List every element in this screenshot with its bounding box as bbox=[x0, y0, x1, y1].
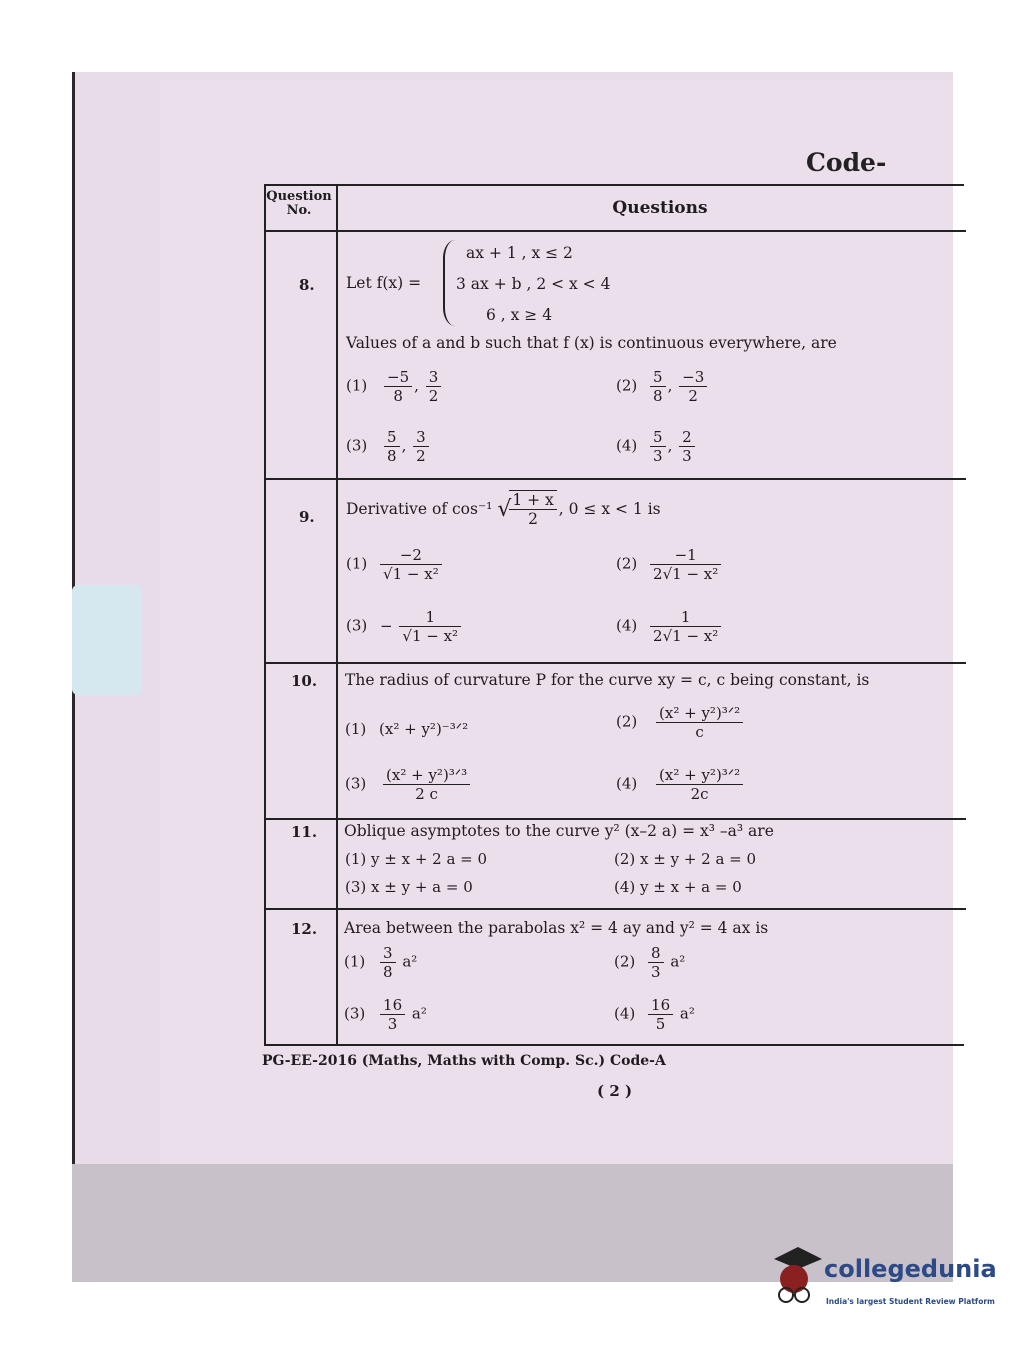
q8-option-2: (2) $\frac{5}{8}$ , $\frac{-3}{2}$ bbox=[616, 368, 709, 405]
header-questions: Questions bbox=[612, 198, 708, 218]
option-label: (2) bbox=[616, 376, 638, 395]
q8-case1: ax + 1 , x ≤ 2 bbox=[466, 244, 573, 262]
a-squared: a² bbox=[402, 952, 418, 971]
collegedunia-logo bbox=[768, 1245, 998, 1315]
q12-option-4 bbox=[614, 996, 695, 1033]
denominator: 3 bbox=[651, 963, 661, 981]
denominator: √1 − x² bbox=[402, 627, 459, 645]
numerator: 5 bbox=[384, 428, 400, 447]
q10-option-1 bbox=[345, 720, 468, 738]
question-number: 11. bbox=[291, 823, 318, 841]
piecewise-brace bbox=[443, 240, 455, 326]
q11-option-2: (2) x ± y + 2 a = 0 bbox=[614, 850, 757, 868]
question-number: 12. bbox=[291, 920, 318, 938]
numerator: 5 bbox=[650, 428, 666, 447]
q8-option-4: (4) $\frac{5}{3}$ , $\frac{2}{3}$ bbox=[616, 428, 697, 465]
denominator: 2 c bbox=[415, 785, 438, 803]
side-stamp bbox=[72, 585, 142, 695]
q12-option-1 bbox=[344, 944, 417, 981]
option-label: (1) bbox=[346, 376, 368, 395]
q11-option-3: (3) x ± y + a = 0 bbox=[345, 878, 473, 896]
numerator: 1 bbox=[650, 608, 721, 627]
question-number: 8. bbox=[299, 276, 315, 294]
denominator: c bbox=[695, 723, 704, 741]
brand-tagline: India's largest Student Review Platform bbox=[826, 1297, 995, 1306]
q8-case3: 6 , x ≥ 4 bbox=[486, 306, 553, 324]
numerator: −2 bbox=[380, 546, 442, 565]
numerator: −3 bbox=[679, 368, 707, 387]
a-squared: a² bbox=[411, 1004, 427, 1023]
a-squared: a² bbox=[679, 1004, 695, 1023]
q9-option-4 bbox=[616, 608, 723, 645]
q8-case2: 3 ax + b , 2 < x < 4 bbox=[456, 275, 611, 293]
q10-text: The radius of curvature P for the curve xy = c, c being constant, is bbox=[345, 671, 870, 689]
numerator: 16 bbox=[380, 996, 405, 1015]
option-label: (4) bbox=[616, 436, 638, 455]
q10-option-4 bbox=[616, 766, 745, 803]
q9-text bbox=[346, 490, 661, 528]
row-divider bbox=[266, 478, 966, 480]
numerator: (x² + y²)³ᐟ² bbox=[656, 704, 743, 723]
option-label: (1) bbox=[344, 952, 366, 971]
numerator: −1 bbox=[650, 546, 721, 565]
code-title: Code- bbox=[806, 148, 887, 177]
q11-option-1: (1) y ± x + 2 a = 0 bbox=[345, 850, 488, 868]
q12-text: Area between the parabolas x² = 4 ay and y² = 4 ax is bbox=[344, 919, 769, 937]
page-number: ( 2 ) bbox=[597, 1082, 633, 1100]
denominator: 2 bbox=[528, 510, 538, 528]
column-divider bbox=[336, 186, 338, 1044]
denominator: 8 bbox=[653, 387, 663, 405]
question-number: 10. bbox=[291, 672, 318, 690]
numerator: 2 bbox=[679, 428, 695, 447]
mascot-icon bbox=[768, 1245, 824, 1315]
q12-option-2 bbox=[614, 944, 685, 981]
expression: (x² + y²)⁻³ᐟ² bbox=[379, 720, 469, 738]
denominator: 2√1 − x² bbox=[653, 565, 719, 583]
option-label: (2) bbox=[616, 554, 638, 573]
numerator: (x² + y²)³ᐟ³ bbox=[383, 766, 470, 785]
numerator: 16 bbox=[648, 996, 673, 1015]
denominator: 3 bbox=[682, 447, 692, 465]
q10-option-2 bbox=[616, 704, 745, 741]
q9-option-1 bbox=[346, 546, 444, 583]
numerator: 3 bbox=[413, 428, 429, 447]
q8-text: Values of a and b such that f (x) is continuous everywhere, are bbox=[346, 334, 837, 352]
option-label: (1) bbox=[346, 554, 368, 573]
a-squared: a² bbox=[670, 952, 686, 971]
option-label: (2) bbox=[614, 952, 636, 971]
numerator: (x² + y²)³ᐟ² bbox=[656, 766, 743, 785]
sqrt-icon: √ bbox=[497, 496, 512, 522]
numerator: 3 bbox=[426, 368, 442, 387]
q12-option-3 bbox=[344, 996, 427, 1033]
denominator: 3 bbox=[387, 1015, 398, 1033]
denominator: 8 bbox=[393, 387, 403, 405]
q11-option-4: (4) y ± x + a = 0 bbox=[614, 878, 742, 896]
denominator: 2 bbox=[428, 387, 439, 405]
option-label: (4) bbox=[616, 616, 638, 635]
q9-option-2 bbox=[616, 546, 723, 583]
option-label: (2) bbox=[616, 712, 638, 731]
denominator: 8 bbox=[383, 963, 393, 981]
numerator: −5 bbox=[384, 368, 412, 387]
q8-option-1: (1) $\frac{-5}{8}$ , $\frac{3}{2}$ bbox=[346, 368, 443, 405]
denominator: 2 bbox=[688, 387, 698, 405]
q8-option-3: (3) $\frac{5}{8}$ , $\frac{3}{2}$ bbox=[346, 428, 431, 465]
option-label: (1) bbox=[345, 720, 367, 738]
brand-name: collegedunia bbox=[824, 1255, 997, 1283]
q9-option-3 bbox=[346, 608, 463, 645]
option-label: (3) bbox=[346, 436, 368, 455]
option-label: (3) bbox=[345, 774, 367, 793]
row-divider bbox=[266, 662, 966, 664]
numerator: 8 bbox=[648, 944, 664, 963]
row-divider bbox=[266, 908, 966, 910]
option-label: (4) bbox=[614, 1004, 636, 1023]
header-question-no: Question No. bbox=[266, 189, 332, 218]
option-label: (4) bbox=[616, 774, 638, 793]
row-divider bbox=[266, 818, 966, 820]
numerator: 1 bbox=[399, 608, 461, 627]
row-divider bbox=[266, 230, 966, 232]
denominator: 3 bbox=[653, 447, 663, 465]
denominator: 2√1 − x² bbox=[653, 627, 719, 645]
question-number: 9. bbox=[299, 508, 315, 526]
option-label: (3) bbox=[344, 1004, 366, 1023]
numerator: 1 + x bbox=[509, 491, 556, 510]
denominator: 5 bbox=[655, 1015, 666, 1033]
q9-text-b: , 0 ≤ x < 1 is bbox=[558, 500, 661, 518]
numerator: 3 bbox=[380, 944, 396, 963]
denominator: 2c bbox=[690, 785, 709, 803]
exam-footer: PG-EE-2016 (Maths, Maths with Comp. Sc.) Code-A bbox=[262, 1053, 666, 1069]
q9-text-a: Derivative of cos⁻¹ bbox=[346, 500, 493, 518]
denominator: √1 − x² bbox=[383, 565, 439, 583]
minus-sign: − bbox=[380, 616, 393, 635]
q10-option-3 bbox=[345, 766, 472, 803]
q11-text: Oblique asymptotes to the curve y² (x–2 a) = x³ –a³ are bbox=[344, 822, 774, 840]
denominator: 8 bbox=[387, 447, 397, 465]
numerator: 5 bbox=[650, 368, 666, 387]
option-label: (3) bbox=[346, 616, 368, 635]
denominator: 2 bbox=[416, 447, 426, 465]
q8-let: Let f(x) = bbox=[346, 274, 422, 292]
